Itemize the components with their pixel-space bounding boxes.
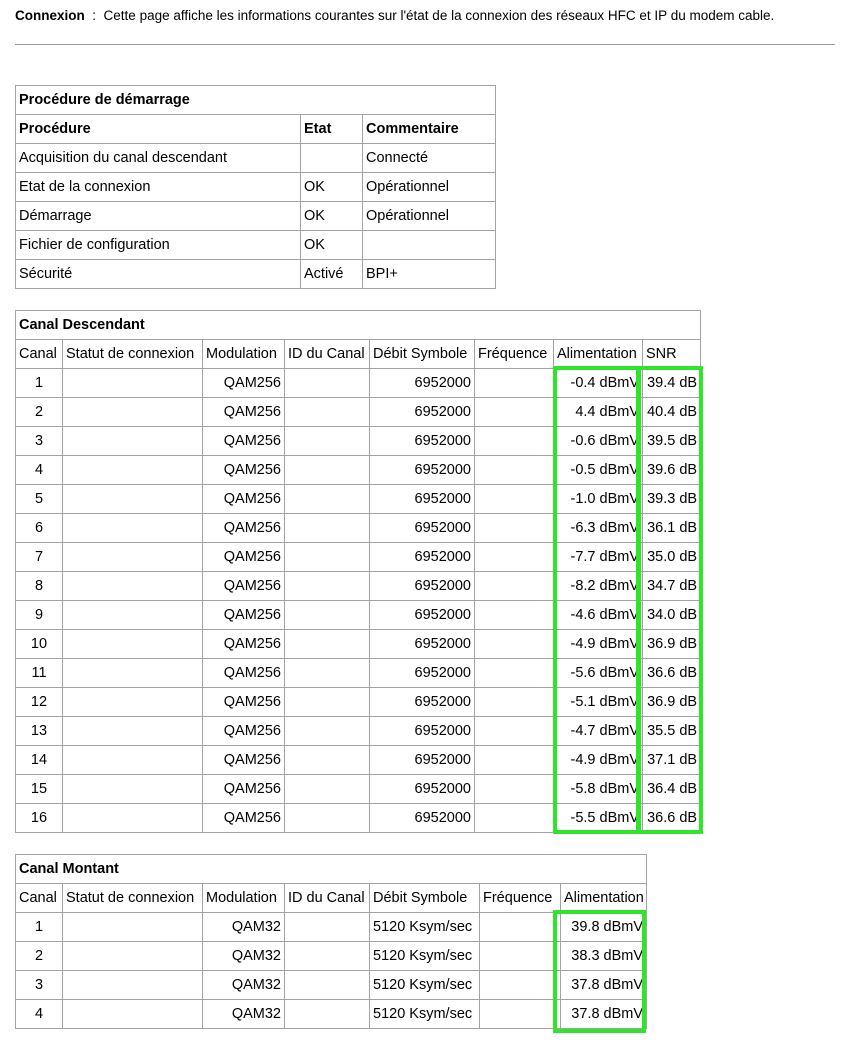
- table-cell: 6: [16, 514, 63, 543]
- table-cell: [285, 1000, 370, 1029]
- table-cell: [285, 717, 370, 746]
- table-cell: [63, 659, 203, 688]
- table-cell: 2: [16, 398, 63, 427]
- table-cell: 6952000: [370, 746, 475, 775]
- table-cell: [285, 746, 370, 775]
- header-divider: [15, 44, 835, 45]
- table-cell: [480, 1000, 561, 1029]
- table-row: [16, 260, 496, 289]
- table-row: [16, 804, 701, 833]
- table-cell: [285, 630, 370, 659]
- table-cell: QAM256: [203, 804, 285, 833]
- table-row: [16, 202, 496, 231]
- column-header: Modulation: [203, 340, 285, 369]
- table-cell: 1: [16, 369, 63, 398]
- table-header-row: [16, 115, 496, 144]
- table-cell: 5120 Ksym/sec: [370, 942, 480, 971]
- table-cell: -0.5 dBmV: [554, 456, 643, 485]
- column-header: Canal: [16, 340, 63, 369]
- table-cell: [285, 514, 370, 543]
- table-cell: [363, 231, 496, 260]
- table-cell: [475, 688, 554, 717]
- table-cell: OK: [301, 202, 363, 231]
- table-cell: 5120 Ksym/sec: [370, 1000, 480, 1029]
- table-cell: 38.3 dBmV: [561, 942, 647, 971]
- table-cell: 6952000: [370, 775, 475, 804]
- table-cell: 5: [16, 485, 63, 514]
- table-cell: -4.7 dBmV: [554, 717, 643, 746]
- table-title: Canal Descendant: [16, 311, 701, 340]
- table-cell: QAM256: [203, 630, 285, 659]
- table-cell: [285, 485, 370, 514]
- table-cell: 36.1 dB: [643, 514, 701, 543]
- table-row: [16, 1000, 647, 1029]
- column-header: Commentaire: [363, 115, 496, 144]
- table-cell: 37.1 dB: [643, 746, 701, 775]
- table-cell: [475, 456, 554, 485]
- column-header: Canal: [16, 884, 63, 913]
- table-cell: QAM256: [203, 775, 285, 804]
- table-cell: 39.3 dB: [643, 485, 701, 514]
- table-row: [16, 971, 647, 1000]
- table-cell: 4.4 dBmV: [554, 398, 643, 427]
- table-cell: [285, 942, 370, 971]
- table-cell: 6952000: [370, 543, 475, 572]
- table-cell: 6952000: [370, 717, 475, 746]
- table-cell: 9: [16, 601, 63, 630]
- table-cell: 6952000: [370, 804, 475, 833]
- table-row: [16, 485, 701, 514]
- table-cell: 3: [16, 427, 63, 456]
- page-intro: [15, 8, 774, 23]
- table-cell: -6.3 dBmV: [554, 514, 643, 543]
- table-cell: QAM256: [203, 369, 285, 398]
- table-cell: 3: [16, 971, 63, 1000]
- column-header: Débit Symbole: [370, 340, 475, 369]
- table-cell: 14: [16, 746, 63, 775]
- table-row: [16, 913, 647, 942]
- table-cell: QAM256: [203, 688, 285, 717]
- table-cell: Etat de la connexion: [16, 173, 301, 202]
- table-cell: 40.4 dB: [643, 398, 701, 427]
- table-cell: [63, 804, 203, 833]
- table-cell: 5120 Ksym/sec: [370, 971, 480, 1000]
- column-header: Alimentation: [554, 340, 643, 369]
- table-cell: -4.9 dBmV: [554, 630, 643, 659]
- table-cell: [63, 456, 203, 485]
- downstream-channel-table: [15, 310, 701, 833]
- column-header: Procédure: [16, 115, 301, 144]
- table-cell: [285, 456, 370, 485]
- table-cell: [285, 543, 370, 572]
- table-cell: [63, 746, 203, 775]
- table-row: [16, 630, 701, 659]
- table-cell: 6952000: [370, 630, 475, 659]
- table-header-row: [16, 340, 701, 369]
- table-cell: [63, 514, 203, 543]
- table-row: [16, 601, 701, 630]
- table-cell: QAM256: [203, 456, 285, 485]
- table-row: [16, 942, 647, 971]
- table-cell: [475, 630, 554, 659]
- table-cell: 15: [16, 775, 63, 804]
- table-cell: 35.0 dB: [643, 543, 701, 572]
- table-cell: 7: [16, 543, 63, 572]
- table-cell: QAM256: [203, 514, 285, 543]
- table-row: [16, 543, 701, 572]
- table-cell: 39.8 dBmV: [561, 913, 647, 942]
- table-cell: 6952000: [370, 427, 475, 456]
- table-cell: [285, 688, 370, 717]
- table-cell: 36.6 dB: [643, 659, 701, 688]
- table-cell: QAM32: [203, 1000, 285, 1029]
- table-cell: [285, 775, 370, 804]
- table-cell: [285, 659, 370, 688]
- table-cell: 6952000: [370, 398, 475, 427]
- table-cell: [475, 746, 554, 775]
- table-cell: Opérationnel: [363, 202, 496, 231]
- table-cell: -8.2 dBmV: [554, 572, 643, 601]
- table-row: [16, 659, 701, 688]
- table-cell: Opérationnel: [363, 173, 496, 202]
- table-cell: [63, 427, 203, 456]
- table-cell: 6952000: [370, 688, 475, 717]
- column-header: ID du Canal: [285, 884, 370, 913]
- table-title: Procédure de démarrage: [16, 86, 496, 115]
- table-caption-row: [16, 86, 496, 115]
- table-row: [16, 775, 701, 804]
- table-cell: QAM256: [203, 746, 285, 775]
- table-cell: [63, 630, 203, 659]
- table-cell: 6952000: [370, 601, 475, 630]
- table-cell: QAM256: [203, 717, 285, 746]
- table-cell: [63, 369, 203, 398]
- table-row: [16, 369, 701, 398]
- table-cell: 4: [16, 1000, 63, 1029]
- table-cell: [285, 427, 370, 456]
- table-cell: [63, 971, 203, 1000]
- table-cell: 36.9 dB: [643, 630, 701, 659]
- table-cell: -5.1 dBmV: [554, 688, 643, 717]
- table-cell: 37.8 dBmV: [561, 971, 647, 1000]
- table-cell: 36.4 dB: [643, 775, 701, 804]
- table-caption-row: [16, 311, 701, 340]
- title-separator: :: [92, 8, 97, 23]
- table-cell: [475, 398, 554, 427]
- table-cell: [63, 601, 203, 630]
- table-row: [16, 572, 701, 601]
- table-header-row: [16, 884, 647, 913]
- table-cell: [63, 543, 203, 572]
- column-header: Alimentation: [561, 884, 647, 913]
- table-cell: 6952000: [370, 485, 475, 514]
- table-cell: [63, 717, 203, 746]
- table-cell: [63, 1000, 203, 1029]
- table-cell: QAM32: [203, 971, 285, 1000]
- table-cell: -0.6 dBmV: [554, 427, 643, 456]
- table-cell: Activé: [301, 260, 363, 289]
- column-header: Etat: [301, 115, 363, 144]
- column-header: Statut de connexion: [63, 884, 203, 913]
- table-cell: [285, 971, 370, 1000]
- table-cell: [475, 804, 554, 833]
- upstream-channel-table: [15, 854, 647, 1029]
- table-cell: 10: [16, 630, 63, 659]
- table-cell: [480, 971, 561, 1000]
- table-cell: [475, 601, 554, 630]
- column-header: Statut de connexion: [63, 340, 203, 369]
- table-row: [16, 746, 701, 775]
- table-cell: -5.8 dBmV: [554, 775, 643, 804]
- table-cell: [63, 775, 203, 804]
- table-cell: Sécurité: [16, 260, 301, 289]
- table-cell: -7.7 dBmV: [554, 543, 643, 572]
- table-row: [16, 231, 496, 260]
- table-cell: -5.6 dBmV: [554, 659, 643, 688]
- table-cell: [475, 659, 554, 688]
- table-cell: [63, 572, 203, 601]
- table-cell: [475, 485, 554, 514]
- table-cell: 8: [16, 572, 63, 601]
- table-row: [16, 456, 701, 485]
- table-cell: Connecté: [363, 144, 496, 173]
- table-cell: Acquisition du canal descendant: [16, 144, 301, 173]
- column-header: ID du Canal: [285, 340, 370, 369]
- table-cell: 11: [16, 659, 63, 688]
- table-cell: 6952000: [370, 514, 475, 543]
- table-cell: 4: [16, 456, 63, 485]
- table-cell: [480, 913, 561, 942]
- table-cell: BPI+: [363, 260, 496, 289]
- table-cell: [285, 601, 370, 630]
- table-cell: 36.6 dB: [643, 804, 701, 833]
- table-cell: [63, 942, 203, 971]
- table-cell: QAM256: [203, 398, 285, 427]
- table-cell: 6952000: [370, 659, 475, 688]
- table-row: [16, 514, 701, 543]
- column-header: Fréquence: [475, 340, 554, 369]
- table-cell: 2: [16, 942, 63, 971]
- table-row: [16, 173, 496, 202]
- table-cell: [63, 688, 203, 717]
- table-row: [16, 688, 701, 717]
- table-row: [16, 717, 701, 746]
- table-cell: 34.7 dB: [643, 572, 701, 601]
- table-cell: [285, 913, 370, 942]
- table-cell: QAM32: [203, 942, 285, 971]
- table-row: [16, 398, 701, 427]
- table-cell: -0.4 dBmV: [554, 369, 643, 398]
- table-cell: Démarrage: [16, 202, 301, 231]
- table-cell: QAM32: [203, 913, 285, 942]
- table-cell: 36.9 dB: [643, 688, 701, 717]
- table-row: [16, 144, 496, 173]
- table-cell: QAM256: [203, 659, 285, 688]
- table-cell: OK: [301, 231, 363, 260]
- table-cell: -4.6 dBmV: [554, 601, 643, 630]
- table-cell: QAM256: [203, 601, 285, 630]
- table-cell: [480, 942, 561, 971]
- table-cell: 34.0 dB: [643, 601, 701, 630]
- table-cell: [475, 514, 554, 543]
- table-cell: 5120 Ksym/sec: [370, 913, 480, 942]
- table-cell: [285, 369, 370, 398]
- table-cell: [63, 913, 203, 942]
- table-cell: 39.4 dB: [643, 369, 701, 398]
- table-cell: 6952000: [370, 456, 475, 485]
- table-cell: [475, 775, 554, 804]
- table-cell: 35.5 dB: [643, 717, 701, 746]
- table-cell: 37.8 dBmV: [561, 1000, 647, 1029]
- page-title: Connexion: [15, 8, 85, 23]
- table-cell: [63, 398, 203, 427]
- table-cell: 39.5 dB: [643, 427, 701, 456]
- table-caption-row: [16, 855, 647, 884]
- table-cell: [475, 543, 554, 572]
- column-header: Modulation: [203, 884, 285, 913]
- table-cell: -4.9 dBmV: [554, 746, 643, 775]
- table-cell: 13: [16, 717, 63, 746]
- page-description: Cette page affiche les informations courantes sur l'état de la connexion des réseaux HFC et IP du modem cable.: [103, 8, 775, 23]
- table-cell: 12: [16, 688, 63, 717]
- table-cell: [285, 804, 370, 833]
- table-cell: QAM256: [203, 572, 285, 601]
- column-header: Débit Symbole: [370, 884, 480, 913]
- table-cell: Fichier de configuration: [16, 231, 301, 260]
- table-cell: -1.0 dBmV: [554, 485, 643, 514]
- table-cell: [475, 427, 554, 456]
- startup-procedure-table: [15, 85, 496, 289]
- table-cell: QAM256: [203, 427, 285, 456]
- table-cell: QAM256: [203, 485, 285, 514]
- table-cell: [285, 398, 370, 427]
- column-header: Fréquence: [480, 884, 561, 913]
- table-cell: [475, 717, 554, 746]
- table-cell: 16: [16, 804, 63, 833]
- table-cell: [475, 572, 554, 601]
- table-cell: 6952000: [370, 369, 475, 398]
- table-cell: OK: [301, 173, 363, 202]
- table-cell: 39.6 dB: [643, 456, 701, 485]
- table-cell: 1: [16, 913, 63, 942]
- table-cell: [301, 144, 363, 173]
- table-title: Canal Montant: [16, 855, 647, 884]
- table-cell: 6952000: [370, 572, 475, 601]
- table-cell: [285, 572, 370, 601]
- column-header: SNR: [643, 340, 701, 369]
- table-cell: [63, 485, 203, 514]
- table-cell: -5.5 dBmV: [554, 804, 643, 833]
- table-cell: QAM256: [203, 543, 285, 572]
- table-cell: [475, 369, 554, 398]
- table-row: [16, 427, 701, 456]
